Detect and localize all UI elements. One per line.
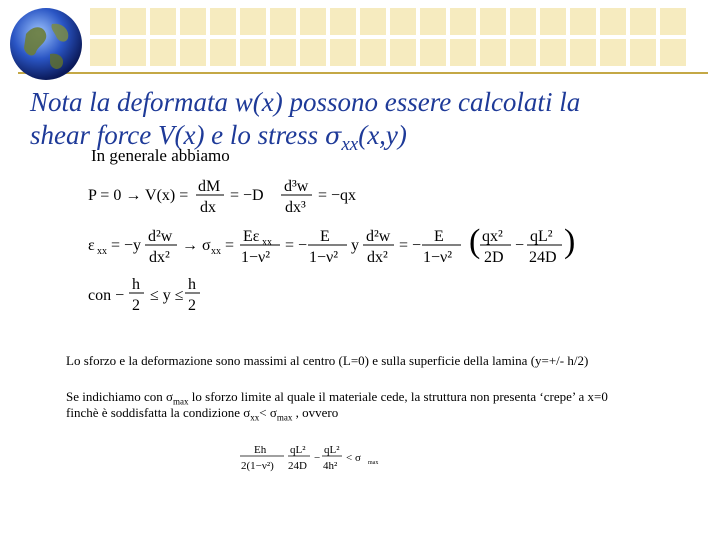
eq2-sigma-sub: xx [211,246,221,257]
para3-sigma1: σ [243,405,251,420]
decor-square [300,39,326,66]
decor-square [180,8,206,35]
paragraph-max-values: Lo sforzo e la deformazione sono massimi al centro (L=0) e sulla superficie della lamina (y=+/- h/2) [66,353,589,368]
equation-final-condition [238,440,388,476]
eq2-den3: 1−ν² [423,249,453,266]
decor-square [120,39,146,66]
eq2-eq-minus-1: = − [285,237,308,254]
final-minus: − [314,452,321,464]
decor-square [240,8,266,35]
decor-square [210,39,236,66]
decor-square [150,39,176,66]
eq1-d3w: d³w [284,178,309,195]
eq2-qL2: qL² [530,228,553,245]
eq3-h2: h [188,276,196,293]
equation-shear-force [88,170,388,220]
eq2-e-eps: Eε [243,228,260,245]
para2-max: max [173,396,189,407]
decor-square [90,39,116,66]
decor-square [660,8,686,35]
decor-square [570,39,596,66]
eq2-e-eps-sub: xx [262,237,272,248]
eq2-y: y [351,237,359,254]
final-max: max [368,460,379,466]
subheading: In generale abbiamo [91,146,230,165]
final-Eh: Eh [254,444,267,456]
title-line-2-prefix: shear force V(x) e lo stress [30,120,325,150]
decor-square [540,39,566,66]
eq1-lhs: P = 0 → V(x) = [88,187,189,204]
svg-text:): ) [564,223,576,260]
para3-max: max [276,412,293,423]
decor-square [180,39,206,66]
decor-square [300,8,326,35]
para2-b: lo sforzo limite al quale il materiale cede, la struttura non presenta ‘crepe’ a x=0 [188,389,608,404]
eq2-E1: E [320,228,330,245]
final-qL2-2: qL² [324,444,340,456]
svg-text:(: ( [469,223,481,260]
eq1-dM: dM [198,178,221,195]
eq2-dx2-2: dx² [367,249,388,266]
eq2-den1: 1−ν² [241,249,271,266]
title-line-1: Nota la deformata w(x) possono essere calcolati la [30,87,581,117]
final-den2: 24D [288,460,307,472]
decor-square [360,8,386,35]
eq3-h1: h [132,276,140,293]
eq3-con: con − [88,287,125,304]
eq1-mid: = −D [230,187,264,204]
eq3-leq: ≤ y ≤ [150,287,184,304]
eq2-24D: 24D [529,249,557,266]
para3-sigma2: σ [269,405,277,420]
final-lt: < σ [346,452,361,464]
decor-square [510,8,536,35]
eq2-d2w: d²w [148,228,173,245]
decor-square [390,8,416,35]
eq3-two2: 2 [188,297,196,314]
decor-square [210,8,236,35]
decor-square [480,8,506,35]
equation-range [88,274,228,318]
header-decoration [90,8,690,70]
eq2-d2w-2: d²w [366,228,391,245]
decor-square [390,39,416,66]
para3-lt: < [259,405,270,420]
eq2-minus: − [515,237,525,254]
decor-square [420,8,446,35]
decor-square [630,39,656,66]
eq3-two1: 2 [132,297,140,314]
decor-square [240,39,266,66]
paragraph-condition [66,404,338,427]
eq2-qx2: qx² [482,228,503,245]
para3-a: finchè è soddisfatta la condizione [66,405,244,420]
title-sigma: σ [324,122,342,150]
decor-square [510,39,536,66]
header-rule [18,72,708,74]
decor-square [600,39,626,66]
decor-square [480,39,506,66]
eq2-den2: 1−ν² [309,249,339,266]
title-line-2-suffix: (x,y) [358,120,407,150]
para3-b: , ovvero [292,405,339,420]
final-den1: 2(1−ν²) [241,460,274,472]
decor-square [450,8,476,35]
para3-xx: xx [250,412,260,423]
decor-square [270,39,296,66]
decor-square [630,8,656,35]
final-qL2-1: qL² [290,444,306,456]
decor-square [120,8,146,35]
title-sigma-sub: xx [341,134,359,155]
decor-square [330,8,356,35]
eq1-rhs: = −qx [318,187,357,204]
globe-icon [6,4,86,84]
eq2-arrow-sigma: → σ [182,237,211,254]
decor-square [150,8,176,35]
para2-sigma: σ [166,389,174,404]
decor-square [660,39,686,66]
decor-square [360,39,386,66]
decor-square [420,39,446,66]
eq2-2D: 2D [484,249,504,266]
eq1-dx: dx [200,199,216,216]
equation-stress-strain [88,222,588,274]
eq1-dx3: dx³ [285,199,306,216]
eq2-minus-y: = −y [111,237,142,254]
eq2-eq: = [225,237,235,254]
decor-square [600,8,626,35]
para2-a: Se indichiamo con [66,389,167,404]
decor-square [450,39,476,66]
eq2-eps: ε [88,237,95,254]
decor-square [570,8,596,35]
eq2-dx2: dx² [149,249,170,266]
decor-square [90,8,116,35]
eq2-eps-sub: xx [97,246,107,257]
eq2-E2: E [434,228,444,245]
decor-square [540,8,566,35]
decor-square [330,39,356,66]
eq2-eq-minus-2: = − [399,237,422,254]
final-den3: 4h² [323,460,338,472]
decor-square [270,8,296,35]
